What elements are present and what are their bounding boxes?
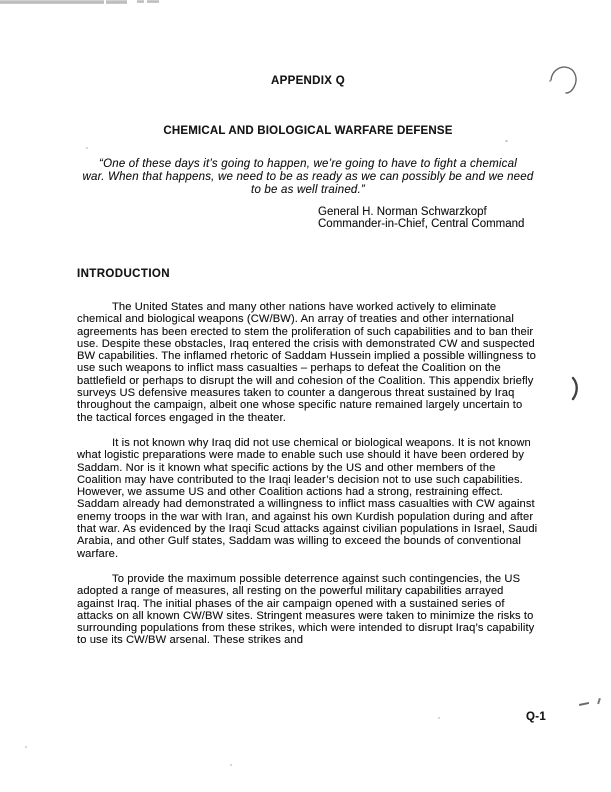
quote-line: war. When that happens, we need to be as ready as we can possibly be and we need xyxy=(82,171,534,183)
attribution-name: General H. Norman Schwarzkopf xyxy=(318,206,487,218)
text-column xyxy=(77,0,539,647)
appendix-label: APPENDIX Q xyxy=(271,75,345,87)
stray-tick-mark xyxy=(597,698,601,704)
paragraph: To provide the maximum possible deterrence against such contingencies, the US adopted a range of measures, all resting on the powerful military capabilities arrayed against Iraq. The initial phases of the air campaign opened with a sustained series of attacks on all known CW/BW sites. Stringent measures were taken to minimize the risks to surrounding populations from these strikes, which were intended to disrupt Iraq’s capability to use its CW/BW arsenal. These strikes and xyxy=(77,572,535,647)
margin-squiggle-mark xyxy=(570,376,582,404)
paragraph: The United States and many other nations have worked actively to eliminate chemical and biological weapons (CW/BW). An array of treaties and other international agreements has been erected to stem the proliferation of such capabilities and to ban their use. Despite these obstacles, Iraq entered the crisis with demonstrated CW and suspected BW capabilities. The inflamed rhetoric of Saddam Hussein implied a possible willingness to use such weapons to inflict mass casualties – perhaps to defeat the Coalition on the battlefield or perhaps to disrupt the will and cohesion of the Coalition. This appendix briefly surveys US defensive measures taken to counter a dangerous threat sustained by Iraq throughout the campaign, albeit one whose specific nature remained largely uncertain to the tactical forces engaged in the theater. xyxy=(77,301,536,424)
stray-dash-mark xyxy=(579,702,589,706)
attribution-role: Commander-in-Chief, Central Command xyxy=(318,217,525,230)
quote-line: “One of these days it’s going to happen, we’re going to have to fight a chemical xyxy=(99,158,517,170)
paragraph: It is not known why Iraq did not use chemical or biological weapons. It is not known what logistic preparations were made to enable such use should it have been ordered by Saddam. Nor is it known what specific actions by the US and other members of the Coalition may have contributed to the Iraqi leader’s decision not to use such capabilities. However, we assume US and other Coalition actions had a strong, restraining effect. Saddam already had demonstrated a willingness to inflict mass casualties with CW against enemy troops in the war with Iran, and against his own Kurdish population during and after that war. As evidenced by the Iraqi Scud attacks against civilian populations in Israel, Saudi Arabia, and other Gulf states, Saddam was willing to exceed the bounds of conventional warfare. xyxy=(77,436,538,560)
pen-curl-mark xyxy=(547,64,583,96)
quote-attribution xyxy=(318,207,539,230)
section-heading-introduction: INTRODUCTION xyxy=(77,268,170,280)
scan-speck xyxy=(230,764,232,766)
epigraph-quote xyxy=(77,158,539,197)
scan-speck xyxy=(438,717,440,719)
scan-speck xyxy=(25,746,27,748)
document-title: CHEMICAL AND BIOLOGICAL WARFARE DEFENSE xyxy=(163,125,453,137)
quote-line: to be as well trained.” xyxy=(251,184,365,196)
page-number: Q-1 xyxy=(526,711,547,723)
